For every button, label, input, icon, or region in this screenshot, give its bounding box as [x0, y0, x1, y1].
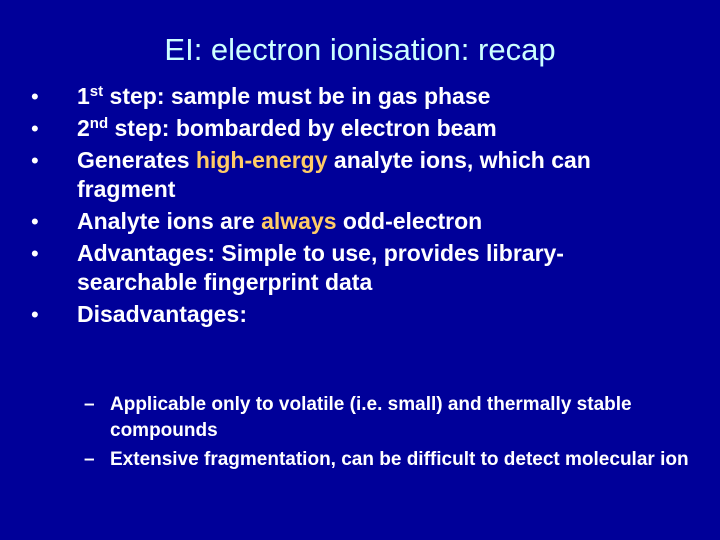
bullet-marker: •: [31, 84, 39, 109]
sub-bullet-item-fragmentation: [0, 447, 690, 473]
highlighted-text: high-energy: [195, 147, 328, 173]
bullet-text: odd-electron: [336, 208, 483, 234]
bullet-text-number: 2: [77, 115, 90, 141]
bullet-item-advantages: [0, 239, 667, 297]
bullet-text-superscript: nd: [89, 115, 109, 132]
bullet-marker: •: [31, 302, 39, 327]
sub-bullet-list: [0, 392, 720, 476]
bullet-text: analyte ions, which can fragment: [77, 147, 591, 202]
sub-bullet-text: Extensive fragmentation, can be difficult to detect molecular ion: [110, 449, 689, 470]
bullet-text: Analyte ions are: [77, 208, 262, 234]
bullet-marker: •: [31, 116, 39, 141]
bullet-marker: •: [31, 241, 39, 266]
slide-title: EI: electron ionisation: recap: [164, 32, 556, 67]
bullet-list: [0, 82, 720, 332]
sub-bullet-marker: –: [84, 449, 95, 470]
bullet-item-analyte-ions: [0, 207, 667, 236]
bullet-text: step: bombarded by electron beam: [108, 115, 497, 141]
bullet-text: Disadvantages:: [77, 301, 248, 327]
bullet-item-second-step: [0, 114, 667, 143]
bullet-text-number: 1: [77, 83, 90, 109]
sub-bullet-marker: –: [84, 394, 95, 415]
bullet-text-superscript: st: [89, 83, 104, 100]
bullet-item-first-step: [0, 82, 667, 111]
bullet-text: Generates: [77, 147, 196, 173]
bullet-item-generates: [0, 146, 667, 204]
highlighted-text: always: [261, 208, 337, 234]
bullet-text: Advantages: Simple to use, provides library-searchable fingerprint data: [77, 240, 564, 295]
bullet-item-disadvantages: [0, 300, 667, 329]
sub-bullet-text: Applicable only to volatile (i.e. small) and thermally stable compounds: [110, 394, 632, 441]
bullet-text: step: sample must be in gas phase: [103, 83, 491, 109]
bullet-marker: •: [31, 148, 39, 173]
sub-bullet-item-applicable: [0, 392, 690, 444]
bullet-marker: •: [31, 209, 39, 234]
